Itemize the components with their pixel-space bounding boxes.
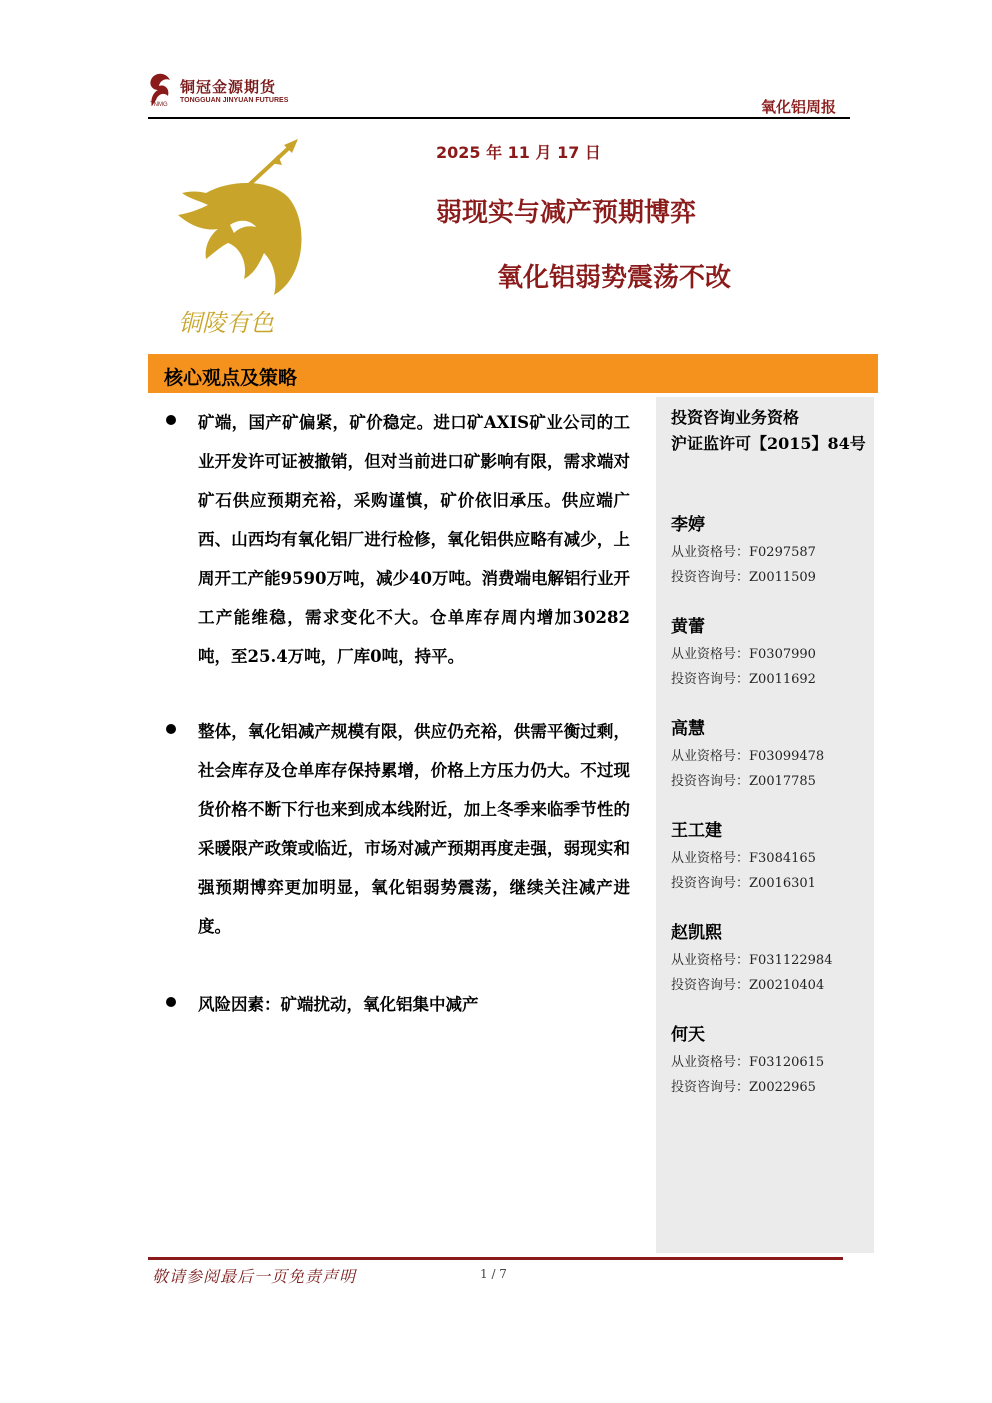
analyst-name: 李婷 (671, 515, 705, 535)
company-name-cn: 铜冠金源期货 (180, 78, 277, 96)
report-title-line1: 弱现实与减产预期博弈 (436, 198, 697, 228)
analyst-consult-id: 投资咨询号：Z0017785 (671, 774, 816, 789)
analyst-qualification: 从业资格号：F03120615 (671, 1055, 825, 1070)
header-divider (148, 117, 850, 119)
bullet-text: 整体，氧化铝减产规模有限，供应仍充裕，供需平衡过剩，社会库存及仓单库存保持累增，价格上方压力仍大。不过现货价格不断下行也来到成本线附近，加上冬季来临季节性的采暖限产政策或临近，市场对减产预期再度走强，弱现实和强预期博弈更加明显，氧化铝弱势震荡，继续关注减产进度。 (198, 722, 630, 936)
bullet-text: 风险因素：矿端扰动，氧化铝集中减产 (198, 995, 479, 1014)
license-number: 沪证监许可【2015】84号 (671, 434, 866, 453)
analyst-name: 高慧 (671, 719, 705, 739)
analyst-name: 黄蕾 (671, 617, 705, 637)
bullet-dot-icon (166, 997, 176, 1007)
analyst-consult-id: 投资咨询号：Z0011692 (671, 672, 816, 687)
report-type: 氧化铝周报 (760, 98, 836, 116)
analyst-consult-id: 投资咨询号：Z0022965 (671, 1080, 816, 1095)
report-title-line2: 氧化铝弱势震荡不改 (497, 263, 732, 293)
page-number: 1 / 7 (480, 1267, 507, 1281)
report-date: 2025 年 11 月 17 日 (436, 143, 601, 162)
analyst-consult-id: 投资咨询号：Z00210404 (671, 978, 825, 993)
analyst-qualification: 从业资格号：F03099478 (671, 749, 825, 764)
analyst-consult-id: 投资咨询号：Z0011509 (671, 570, 816, 585)
company-abbr: TNMG (150, 102, 168, 108)
analyst-name: 赵凯熙 (671, 923, 722, 943)
bullet-dot-icon (166, 415, 176, 425)
analyst-qualification: 从业资格号：F0297587 (671, 545, 816, 560)
section-title: 核心观点及策略 (164, 367, 298, 389)
analyst-name: 王工建 (671, 821, 722, 841)
license-title: 投资咨询业务资格 (671, 408, 800, 427)
bullet-dot-icon (166, 724, 176, 734)
disclaimer-note[interactable]: 敬请参阅最后一页免责声明 (152, 1267, 357, 1286)
bullet-text: 矿端，国产矿偏紧，矿价稳定。进口矿AXIS矿业公司的工业开发许可证被撤销，但对当前进口矿影响有限，需求端对矿石供应预期充裕，采购谨慎，矿价依旧承压。供应端广西、山西均有氧化铝厂进行检修，氧化铝供应略有减少，上周开工产能9590万吨，减少40万吨。消费端电解铝行业开工产能维稳，需求变化不大。仓单库存周内增加30282吨，至25.4万吨，厂库0吨，持平。 (198, 413, 630, 666)
company-name-en: TONGGUAN JINYUAN FUTURES (180, 97, 289, 104)
analyst-qualification: 从业资格号：F031122984 (671, 953, 833, 968)
footer-divider (148, 1257, 843, 1260)
emblem-text: 铜陵有色 (178, 309, 274, 337)
analyst-qualification: 从业资格号：F0307990 (671, 647, 816, 662)
analyst-name: 何天 (671, 1025, 705, 1045)
analyst-qualification: 从业资格号：F3084165 (671, 851, 816, 866)
emblem-icon (170, 135, 320, 340)
analyst-consult-id: 投资咨询号：Z0016301 (671, 876, 816, 891)
